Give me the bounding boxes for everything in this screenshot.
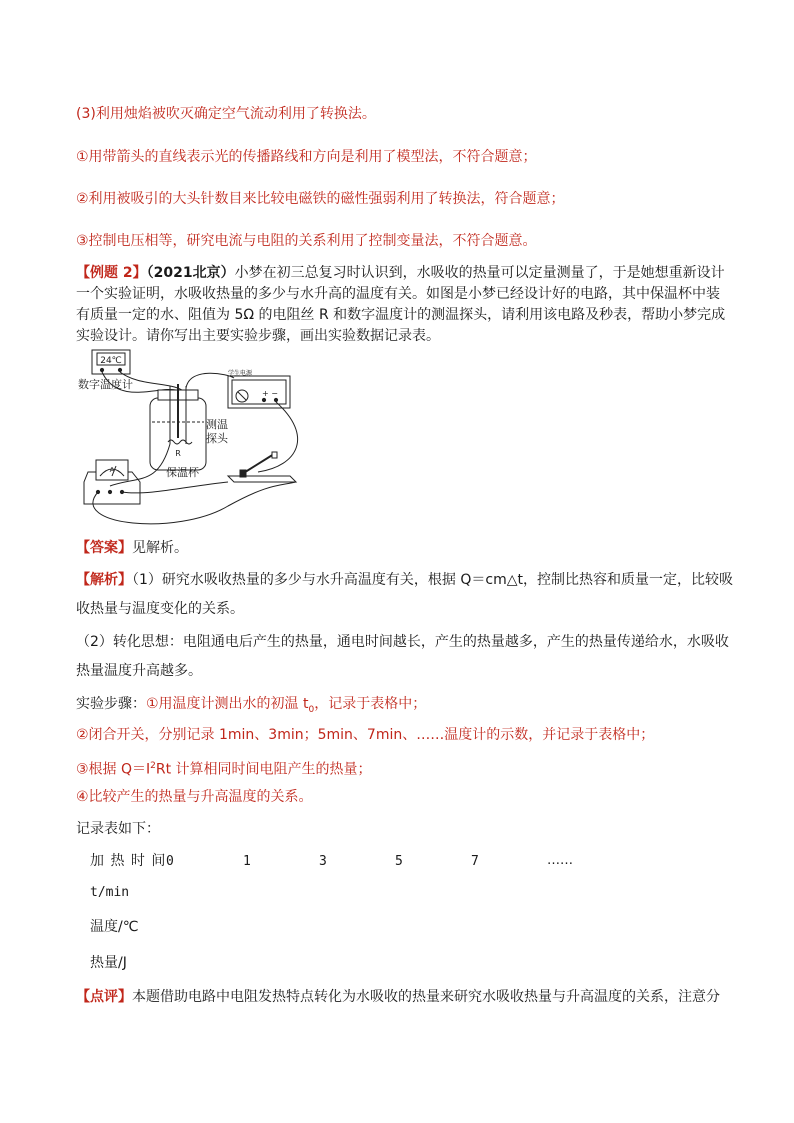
wire-power-1 (186, 373, 234, 388)
table-title: 记录表如下： (76, 821, 160, 837)
example-line-3: 有质量一定的水、阻值为 5Ω 的电阻丝 R 和数字温度计的测温探头，请利用该电路及秒表，帮助小梦完成 (76, 307, 726, 323)
steps-label: 实验步骤： (76, 696, 146, 712)
table-row-temperature: 温度/℃ (90, 919, 139, 935)
option-2-line: ②利用被吸引的大头针数目来比较电磁铁的磁性强弱利用了转换法，符合题意； (76, 191, 565, 207)
analysis-p1-b: 收热量与温度变化的关系。 (76, 601, 244, 617)
step-3-sup: 2 (150, 761, 156, 771)
example-line-4: 实验设计。请你写出主要实验步骤，画出实验数据记录表。 (76, 328, 440, 344)
example-line-1 (76, 263, 725, 283)
power-label: 学生电源 (228, 370, 253, 377)
cup-label: 保温杯 (166, 466, 199, 479)
step-1-line (76, 694, 426, 720)
method-line-3: (3)利用烛焰被吹灭确定空气流动利用了转换法。 (76, 106, 376, 122)
ammeter-symbol: A (109, 466, 115, 474)
analysis-p2-b: 热量温度升高越多。 (76, 663, 202, 679)
analysis-p1-a: （1）研究水吸收热量的多少与水升高温度有关，根据 Q＝cm△t，控制比热容和质量一定，比较吸 (132, 572, 733, 588)
table-header-unit: t/min (90, 885, 130, 900)
comment-label: 【点评】 (76, 989, 132, 1005)
table-time-7: 7 (471, 854, 479, 869)
table-time-more: …… (547, 853, 573, 868)
circuit-diagram (78, 346, 308, 526)
table-time-3: 3 (319, 854, 327, 869)
step-3-line (76, 756, 372, 780)
table-time-5: 5 (395, 854, 403, 869)
probe-label-1: 测温 (206, 418, 228, 431)
step-3-pre: ③根据 Q＝I (76, 761, 151, 778)
analysis-line-1 (76, 570, 733, 590)
table-header-label: 加 热 时 间 (90, 853, 167, 869)
step-1-post: ，记录于表格中； (314, 696, 427, 712)
thermometer-display: 24℃ (100, 356, 122, 366)
switch-lever (242, 454, 274, 474)
answer-line (76, 538, 188, 558)
step-1-pre: ①用温度计测出水的初温 t (146, 696, 309, 712)
table-time-1: 1 (243, 854, 251, 869)
step-3-post: Rt 计算相同时间电阻产生的热量； (155, 761, 372, 778)
analysis-label: 【解析】 (76, 572, 132, 588)
step-2-line: ②闭合开关，分别记录 1min、3min；5min、7min、……温度计的示数，并记录于表格中； (76, 727, 655, 743)
thermometer-label: 数字温度计 (78, 378, 133, 391)
answer-text: 见解析。 (132, 540, 188, 556)
example-label: 【例题 2】 (76, 265, 147, 281)
table-time-0: 0 (166, 854, 174, 869)
example-text-1: 小梦在初三总复习时认识到，水吸收的热量可以定量测量了，于是她想重新设计 (234, 265, 725, 281)
analysis-p2-a: （2）转化思想：电阻通电后产生的热量，通电时间越长，产生的热量越多，产生的热量传递给水，水吸收 (76, 634, 729, 650)
resistor-label: R (175, 449, 181, 458)
wire-power-2 (258, 402, 298, 472)
step-4-line: ④比较产生的热量与升高温度的关系。 (76, 789, 313, 805)
example-line-2: 一个实验证明，水吸收热量的多少与水升高的温度有关。如图是小梦已经设计好的电路，其中保温杯中装 (76, 286, 720, 302)
answer-label: 【答案】 (76, 540, 132, 556)
power-terminals: + − (262, 389, 278, 398)
example-source: （2021北京） (146, 265, 235, 281)
resistor-coil (168, 440, 192, 444)
switch-base (228, 476, 296, 482)
option-1-line: ①用带箭头的直线表示光的传播路线和方向是利用了模型法，不符合题意； (76, 149, 537, 165)
step-1-sub: 0 (308, 704, 315, 715)
probe-label-2: 探头 (206, 432, 228, 445)
option-3-line: ③控制电压相等，研究电流与电阻的关系利用了控制变量法，不符合题意。 (76, 233, 537, 249)
comment-text: 本题借助电路中电阻发热特点转化为水吸收的热量来研究水吸收热量与升高温度的关系，注意分 (132, 989, 720, 1005)
comment-line (76, 987, 720, 1007)
table-row-heat: 热量/J (90, 955, 127, 971)
